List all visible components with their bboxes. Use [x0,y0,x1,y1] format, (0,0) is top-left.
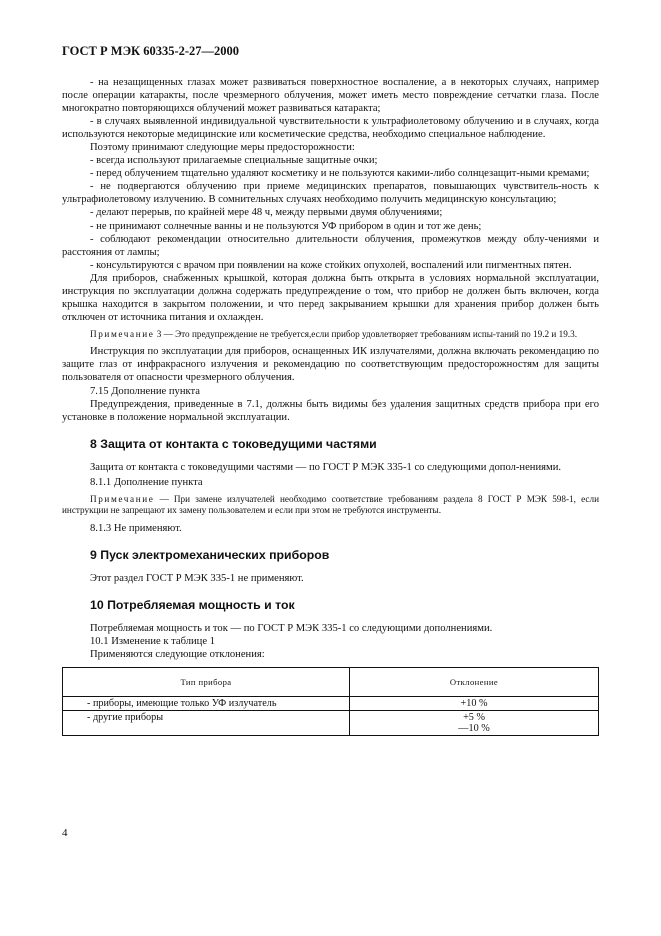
page-body [62,76,599,736]
note-8 [62,494,599,517]
table-cell-type: - приборы, имеющие только УФ излучатель [63,697,350,711]
paragraph: Для приборов, снабженных крышкой, которая должна быть открыта в условиях нормальной эксплуатации, инструкция по эксплуатации должна содержать предупреждение о том, что прибор не должен быть включен, когда крышка находится в закрытом положении, и что перед закрыванием крышки для хранения прибор должен быть отключен от источника питания и охлажден. [62,272,599,323]
note-3 [62,329,599,341]
table-header-type: Тип прибора [63,668,350,697]
paragraph-7-15: Предупреждения, приведенные в 7.1, должны быть видимы без удаления защитных средств прибора при его установке в положение нормальной эксплуатации. [62,398,599,423]
section-10-intro: Применяются следующие отклонения: [90,648,265,660]
note-label: Примечание [90,328,155,339]
deviation-value: +5 % [463,712,485,723]
table-header-row [63,668,599,697]
paragraph: - консультируются с врачом при появлении на коже стойких опухолей, воспалений или пигментных пятен. [90,259,572,271]
paragraph: - делают перерыв, по крайней мере 48 ч, между первыми двумя облучениями; [90,207,443,219]
table-row [63,697,599,711]
section-10-text: Потребляемая мощность и ток — по ГОСТ Р МЭК 335-1 со следующими дополнениями. [90,622,493,634]
clause-10-1: 10.1 Изменение к таблице 1 [90,635,215,647]
section-9-title: 9 Пуск электромеханических приборов [90,547,330,562]
section-8-title: 8 Защита от контакта с токоведущими частями [90,436,377,451]
table-cell-type: - другие приборы [63,711,350,736]
paragraph: - не подвергаются облучению при приеме медицинских препаратов, повышающих чувствитель-ность к ультрафиолетовому излучению. В сомнительных случаях необходимо получить медицинскую консультацию; [62,181,599,206]
note-label: Примечание [90,493,155,504]
paragraph: - перед облучением тщательно удаляют косметику и не пользуются какими-либо солнцезащит-ными кремами; [90,168,590,180]
paragraph: Поэтому принимают следующие меры предосторожности: [90,142,355,154]
deviation-table [62,667,599,736]
clause-7-15: 7.15 Дополнение пункта [90,385,200,397]
clause-8-1-1: 8.1.1 Дополнение пункта [90,476,203,488]
paragraph: - соблюдают рекомендации относительно длительности облучения, промежутков между облу-чениями и расстояния от лампы; [62,233,599,258]
paragraph: - на незащищенных глазах может развиваться поверхностное воспаление, а в некоторых случаях, например после операции катаракты, после чрезмерного облучения, может иметь место повреждение сетчатки глаза. После многократно повторяющихся облучений может развиваться катаракта; [62,77,599,115]
paragraph: - в случаях выявленной индивидуальной чувствительности к ультрафиолетовому облучению и в случаях, когда используются некоторые медицинские или косметические средства, необходимо специальное наблюдение. [62,116,599,141]
table-row [63,711,599,736]
paragraph-ir: Инструкция по эксплуатации для приборов, оснащенных ИК излучателями, должна включать рекомендацию по защите глаз от инфракрасного излучения и рекомендацию по соответствующим предосторожностям для защиты пользователя от опасности чрезмерного облучения. [62,346,599,384]
deviation-value: +10 % [460,698,488,709]
note-text: — При замене излучателей необходимо соответствие требованиям раздела 8 ГОСТ Р МЭК 598-1, если инструкции не запрещают их замену пользователем и если при этом не требуются инструменты. [62,493,599,516]
section-9-text: Этот раздел ГОСТ Р МЭК 335-1 не применяют. [90,572,304,584]
note-text: 3 — Это предупреждение не требуется,если прибор удовлетворяет требованиям испы-таний по 19.2 и 19.3. [154,328,577,339]
table-header-deviation: Отклонение [350,668,599,697]
paragraph: - всегда используют прилагаемые специальные защитные очки; [90,155,378,167]
page-number: 4 [62,827,68,839]
clause-8-1-3: 8.1.3 Не применяют. [90,522,182,534]
table-cell-deviation [350,697,599,711]
section-8-text: Защита от контакта с токоведущими частями — по ГОСТ Р МЭК 335-1 со следующими допол-нениями. [90,461,562,473]
paragraph: - не принимают солнечные ванны и не пользуются УФ прибором в один и тот же день; [90,220,482,232]
section-10-title: 10 Потребляемая мощность и ток [90,597,295,612]
deviation-value: —10 % [458,723,490,734]
document-header: ГОСТ Р МЭК 60335-2-27—2000 [62,44,240,58]
table-cell-deviation [350,711,599,736]
